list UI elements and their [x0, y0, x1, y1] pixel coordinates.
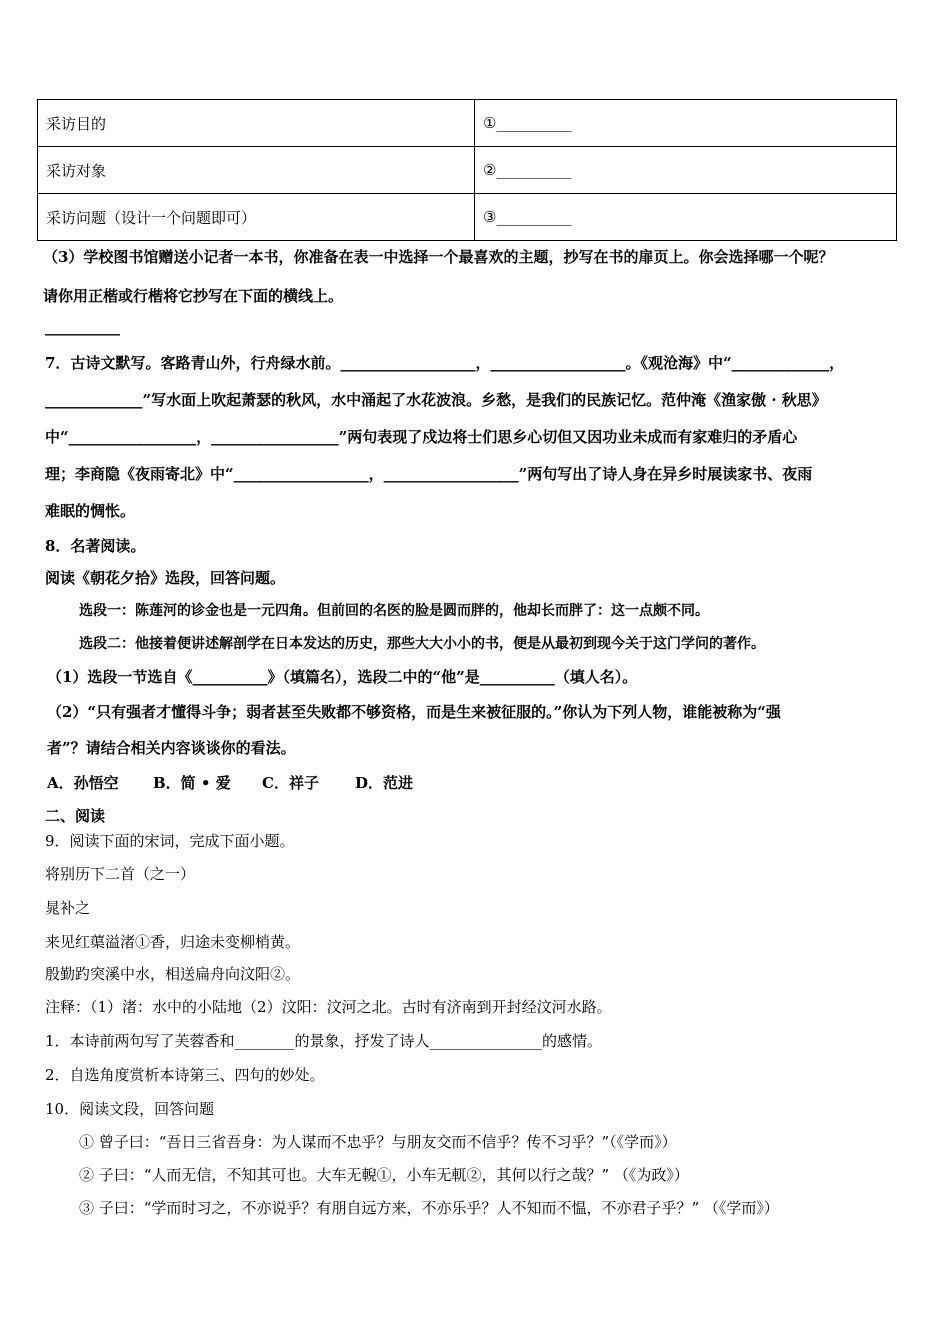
row-label: 采访问题（设计一个问题即可）: [38, 194, 475, 241]
q7-line2: _____________”写水面上吹起萧瑟的秋风，水中涌起了水花波浪。乡愁，是我们的民族记忆。范仲淹《渔家傲 · 秋思》: [45, 391, 827, 409]
q9-poem-line1: 来见红蕖溢渚①香，归途未变柳梢黄。: [45, 933, 301, 951]
row-answer[interactable]: ③__________: [475, 194, 897, 241]
q6-3-line1: （3）学校图书馆赠送小记者一本书，你准备在表一中选择一个最喜欢的主题，抄写在书的扉页上。你会选择哪一个呢？: [43, 248, 834, 266]
q6-3-answer-line[interactable]: __________: [45, 318, 120, 336]
q9-sub1: 1．本诗前两句写了芙蓉香和________的景象，抒发了诗人_______________的感情。: [45, 1032, 603, 1050]
q8-option-b: B．简 • 爱: [153, 774, 231, 792]
q9-title: 9．阅读下面的宋词，完成下面小题。: [45, 832, 295, 850]
q8-sub2-line2: 者”？请结合相关内容谈谈你的看法。: [47, 739, 296, 757]
q8-option-d: D．范进: [355, 774, 414, 792]
q10-item2: ② 子曰：“人而无信，不知其可也。大车无輗①，小车无軏②，其何以行之哉？” （《为政》）: [79, 1166, 689, 1184]
q8-option-c: C．祥子: [262, 774, 319, 792]
q9-author: 晁补之: [45, 899, 91, 917]
row-answer[interactable]: ②__________: [475, 147, 897, 194]
table-row: [38, 147, 897, 194]
q8-excerpt2: 选段二：他接着便讲述解剖学在日本发达的历史，那些大大小小的书，便是从最初到现今关于这门学问的著作。: [79, 636, 765, 652]
q9-poem-title: 将别历下二首（之一）: [45, 865, 196, 883]
row-answer[interactable]: ①__________: [475, 100, 897, 147]
q9-sub2: 2．自选角度赏析本诗第三、四句的妙处。: [45, 1066, 325, 1084]
q7-line3: 中“_________________，_________________”两句表现了戍边将士们思乡心切但又因功业未成而有家难归的矛盾心: [45, 428, 798, 446]
q8-sub1: （1）选段一节选自《__________》（填篇名），选段二中的“他”是__________（填人名）。: [47, 668, 638, 686]
table-row: [38, 100, 897, 147]
q10-item1: ① 曾子曰：“吾日三省吾身：为人谋而不忠乎？与朋友交而不信乎？传不习乎？”（《学而》）: [79, 1133, 677, 1151]
interview-table: [37, 99, 897, 241]
section-reading-title: 二、阅读: [45, 807, 106, 825]
row-label: 采访目的: [38, 100, 475, 147]
q10-title: 10．阅读文段，回答问题: [45, 1100, 215, 1118]
q9-note: 注释：（1）渚：水中的小陆地（2）汶阳：汶河之北。古时有济南到开封经汶河水路。: [45, 998, 612, 1016]
q8-excerpt1: 选段一：陈莲河的诊金也是一元四角。但前回的名医的脸是圆而胖的，他却长而胖了：这一点颇不同。: [79, 603, 709, 619]
q8-title: 8．名著阅读。: [45, 537, 146, 555]
q8-option-a: A．孙悟空: [47, 774, 119, 792]
q7-line4: 理；李商隐《夜雨寄北》中“__________________，__________________”两句写出了诗人身在异乡时展读家书、夜雨: [45, 465, 813, 483]
q10-item3: ③ 子曰：“学而时习之，不亦说乎？有朋自远方来，不亦乐乎？人不知而不愠，不亦君子乎？” （《学而》）: [79, 1199, 779, 1217]
q9-poem-line2: 殷勤趵突溪中水，相送扁舟向汶阳②。: [45, 965, 301, 983]
row-label: 采访对象: [38, 147, 475, 194]
q7-line1: 7．古诗文默写。客路青山外，行舟绿水前。__________________，__________________。《观沧海》中“_____________，: [45, 354, 845, 372]
q6-3-line2: 请你用正楷或行楷将它抄写在下面的横线上。: [43, 287, 344, 305]
q7-line5: 难眠的惆怅。: [45, 502, 136, 520]
table-row: [38, 194, 897, 241]
q8-intro: 阅读《朝花夕拾》选段，回答问题。: [45, 569, 286, 587]
q8-sub2-line1: （2）“只有强者才懂得斗争；弱者甚至失败都不够资格，而是生来被征服的。”你认为下列人物，谁能被称为“强: [47, 703, 781, 721]
